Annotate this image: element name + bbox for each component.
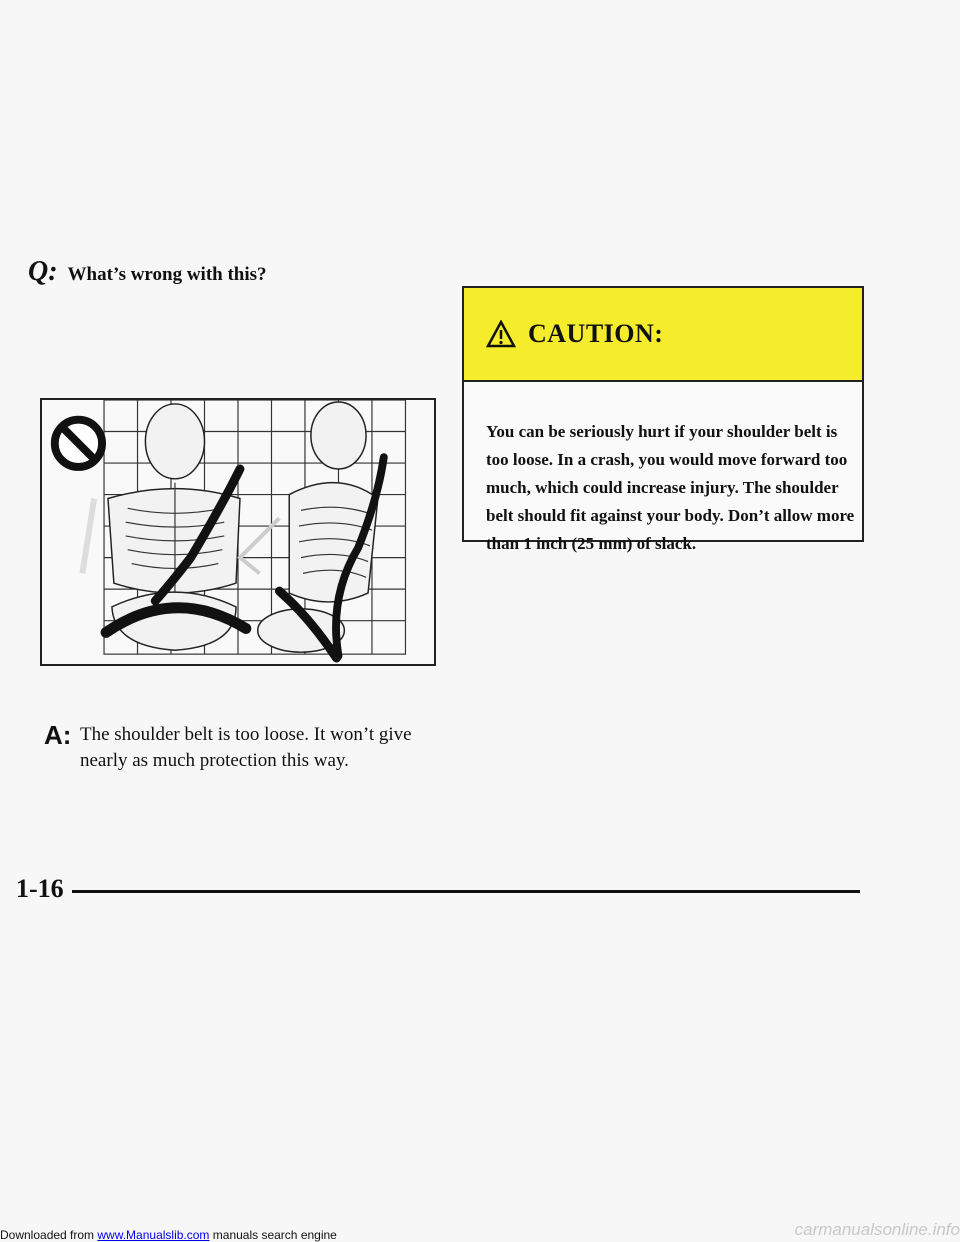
- answer-letter: A:: [44, 720, 72, 750]
- download-prefix: Downloaded from: [0, 1228, 98, 1242]
- download-note: [0, 1228, 337, 1242]
- seatbelt-figure-svg: [42, 400, 434, 664]
- warning-triangle-icon: [486, 320, 516, 348]
- manualslib-link[interactable]: www.Manualslib.com: [97, 1228, 210, 1242]
- answer: [44, 722, 444, 774]
- download-suffix: manuals search engine: [209, 1228, 337, 1242]
- answer-text: The shoulder belt is too loose. It won’t give nearly as much protection this way.: [80, 724, 412, 771]
- page-number: 1-16: [16, 874, 64, 903]
- caution-text: You can be seriously hurt if your shoulder belt is too loose. In a crash, you would move forward too much, which could increase injury. The shoulder belt should fit against your body. Don’t allow more than 1 inch (25 mm) of slack.: [486, 422, 855, 553]
- question-letter: Q:: [28, 256, 58, 287]
- question: [28, 256, 267, 288]
- caution-title: CAUTION:: [528, 319, 664, 348]
- question-text: What’s wrong with this?: [67, 264, 267, 285]
- caution-box: [462, 286, 864, 553]
- footer-rule: [72, 890, 860, 893]
- caution-header: [464, 288, 862, 382]
- prohibited-icon: [55, 420, 102, 467]
- watermark: carmanualsonline.info: [794, 1220, 960, 1239]
- seatbelt-illustration: [40, 398, 436, 666]
